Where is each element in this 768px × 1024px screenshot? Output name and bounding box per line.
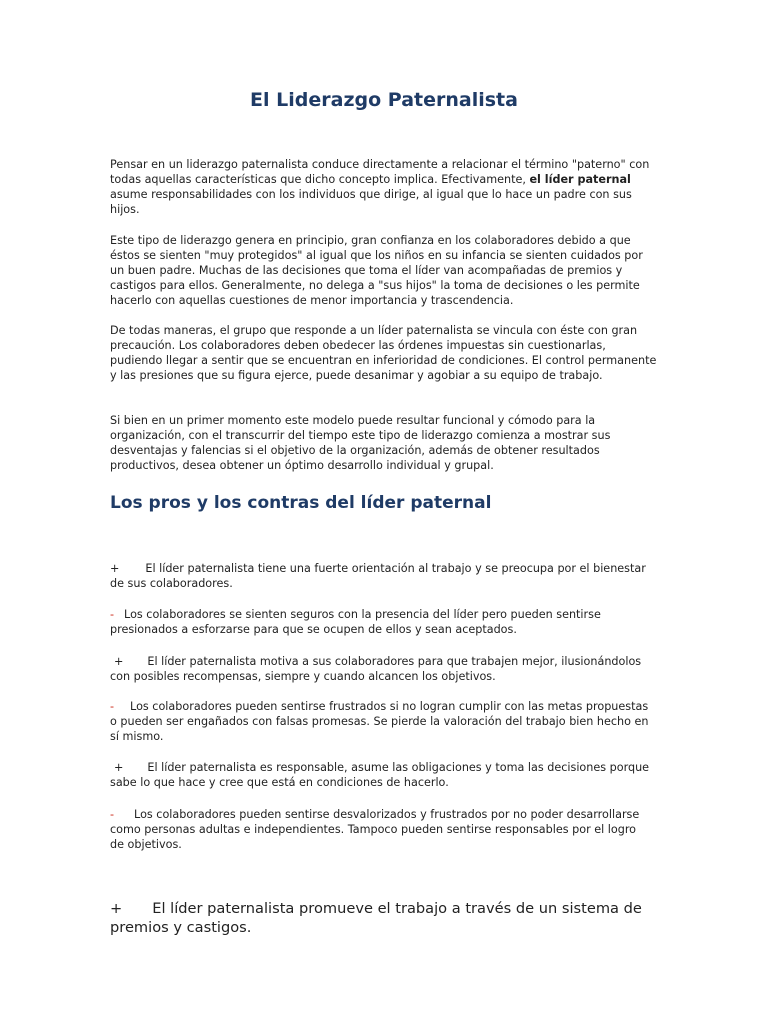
list-item — [110, 699, 650, 744]
plus-sign: + — [114, 655, 124, 668]
minus-sign: - — [110, 808, 115, 821]
list-item-text: El líder paternalista tiene una fuerte orientación al trabajo y se preocupa por el bienestar de sus colaboradores. — [110, 562, 646, 590]
list-item — [110, 760, 650, 790]
list-item-text: Los colaboradores pueden sentirse desvalorizados y frustrados por no poder desarrollarse como personas adultas e independientes. Tampoco pueden sentirse responsables por el logro de objetivos. — [110, 808, 640, 851]
plus-sign: + — [114, 761, 124, 774]
list-item-text: Los colaboradores se sienten seguros con la presencia del líder pero pueden sentirse presionados a esforzarse para que se ocupen de ellos y sean aceptados. — [110, 608, 601, 636]
paragraph-intro — [110, 157, 660, 217]
paragraph-intro-bold: el líder paternal — [529, 173, 631, 186]
list-item — [110, 607, 650, 637]
minus-sign: - — [110, 700, 115, 713]
paragraph-confidence: Este tipo de liderazgo genera en principio, gran confianza en los colaboradores debido a que éstos se sienten "muy protegidos" al igual que los niños en su infancia se sienten cuidados por un buen padre. Muchas de las decisiones que toma el líder van acompañadas de premios y castigos para ellos. Generalmente, no delega a "sus hijos" la toma de decisiones o les permite hacerlo con aquellas cuestiones de menor importancia y trascendencia. — [110, 234, 643, 307]
page-title: El Liderazgo Paternalista — [250, 89, 518, 111]
list-item — [110, 654, 650, 684]
list-item — [110, 807, 650, 852]
plus-sign: + — [110, 562, 120, 575]
paragraph-intro-text: Pensar en un liderazgo paternalista conduce directamente a relacionar el término "paterno" con todas aquellas características que dicho concepto implica. Efectivamente, — [110, 158, 650, 186]
list-item-text: El líder paternalista es responsable, asume las obligaciones y toma las decisiones porque sabe lo que hace y cree que está en condiciones de hacerlo. — [110, 761, 650, 789]
paragraph-caution: De todas maneras, el grupo que responde a un líder paternalista se vincula con éste con gran precaución. Los colaboradores deben obedecer las órdenes impuestas sin cuestionarlas, pudiendo llegar a sentir que se encuentran en inferioridad de condiciones. El control permanente y las presiones que su figura ejerce, puede desanimar y agobiar a su equipo de trabajo. — [110, 324, 657, 382]
list-item-large — [110, 899, 670, 937]
section-heading: Los pros y los contras del líder paternal — [110, 493, 492, 513]
list-item — [110, 561, 650, 591]
list-item-text: El líder paternalista motiva a sus colaboradores para que trabajen mejor, ilusionándolos con posibles recompensas, siempre y cuando alcancen los objetivos. — [110, 655, 642, 683]
minus-sign: - — [110, 608, 115, 621]
plus-sign: + — [110, 900, 123, 917]
list-item-text: Los colaboradores pueden sentirse frustrados si no logran cumplir con las metas propuestas o pueden ser engañados con falsas promesas. Se pierde la valoración del trabajo bien hecho en sí mismo. — [110, 700, 649, 743]
paragraph-intro-text-end: asume responsabilidades con los individuos que dirige, al igual que lo hace un padre con sus hijos. — [110, 188, 632, 216]
paragraph-disadvantages: Si bien en un primer momento este modelo puede resultar funcional y cómodo para la organización, con el transcurrir del tiempo este tipo de liderazgo comienza a mostrar sus desventajas y falencias si el objetivo de la organización, además de obtener resultados productivos, desea obtener un óptimo desarrollo individual y grupal. — [110, 414, 611, 472]
list-item-text: El líder paternalista promueve el trabajo a través de un sistema de premios y castigos. — [110, 900, 642, 936]
